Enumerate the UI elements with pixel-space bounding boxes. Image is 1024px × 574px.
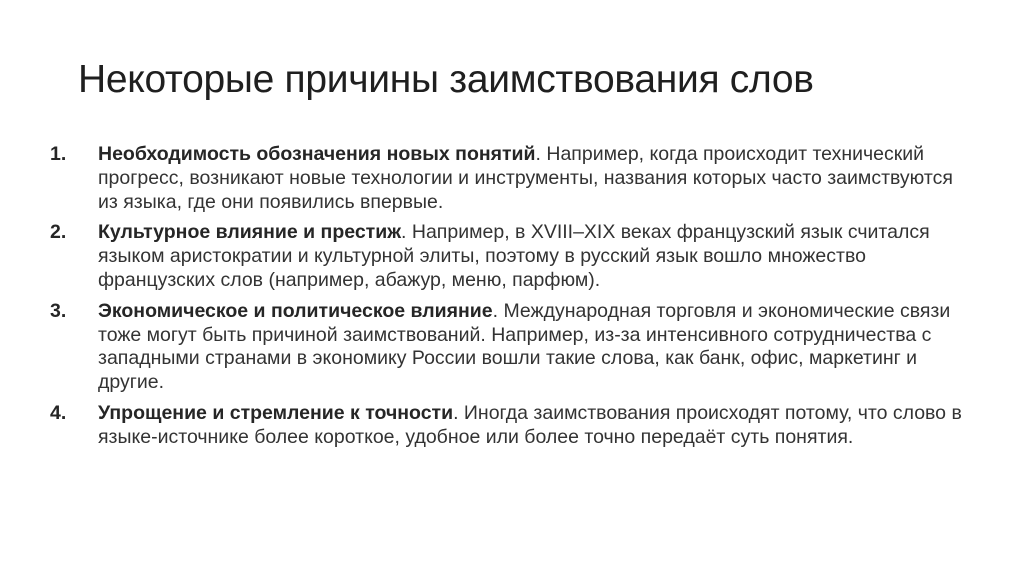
list-item-number: 3. <box>50 299 67 322</box>
slide-title: Некоторые причины заимствования слов <box>78 58 814 101</box>
list-item-text <box>98 300 978 395</box>
list-item-body: . Международная торговля и экономические связи тоже могут быть причиной заимствований. Например, из-за интенсивного сотрудничества с западными странами в экономику России вошли такие слова, как банк, офис, маркетинг и другие. <box>98 299 951 394</box>
list-item-number: 4. <box>50 401 67 424</box>
list-item-lead: Необходимость обозначения новых понятий <box>98 143 536 165</box>
list-item-text <box>98 402 978 450</box>
list-item <box>50 143 980 214</box>
list-item-number: 2. <box>50 221 67 244</box>
list-item-body: . Иногда заимствования происходят потому, что слово в языке-источнике более короткое, удобное или более точно передаёт суть понятия. <box>98 401 962 448</box>
list-item <box>50 402 980 450</box>
list-item-body: . Например, когда происходит технический прогресс, возникают новые технологии и инструменты, названия которых часто заимствуются из языка, где они появились впервые. <box>98 143 953 213</box>
list-item <box>50 221 980 292</box>
list-item-text <box>98 143 978 214</box>
list-item-lead: Культурное влияние и престиж <box>98 221 402 244</box>
list-item <box>50 300 980 395</box>
list-item-number: 1. <box>50 143 67 165</box>
list-item-body: . Например, в XVIII–XIX веках французский язык считался языком аристократии и культурной элиты, поэтому в русский язык вошло множество французских слов (например, абажур, меню, парфюм). <box>98 221 930 291</box>
reasons-list <box>50 143 980 457</box>
list-item-lead: Экономическое и политическое влияние <box>98 299 493 322</box>
list-item-text <box>98 221 978 292</box>
list-item-lead: Упрощение и стремление к точности <box>98 401 454 424</box>
